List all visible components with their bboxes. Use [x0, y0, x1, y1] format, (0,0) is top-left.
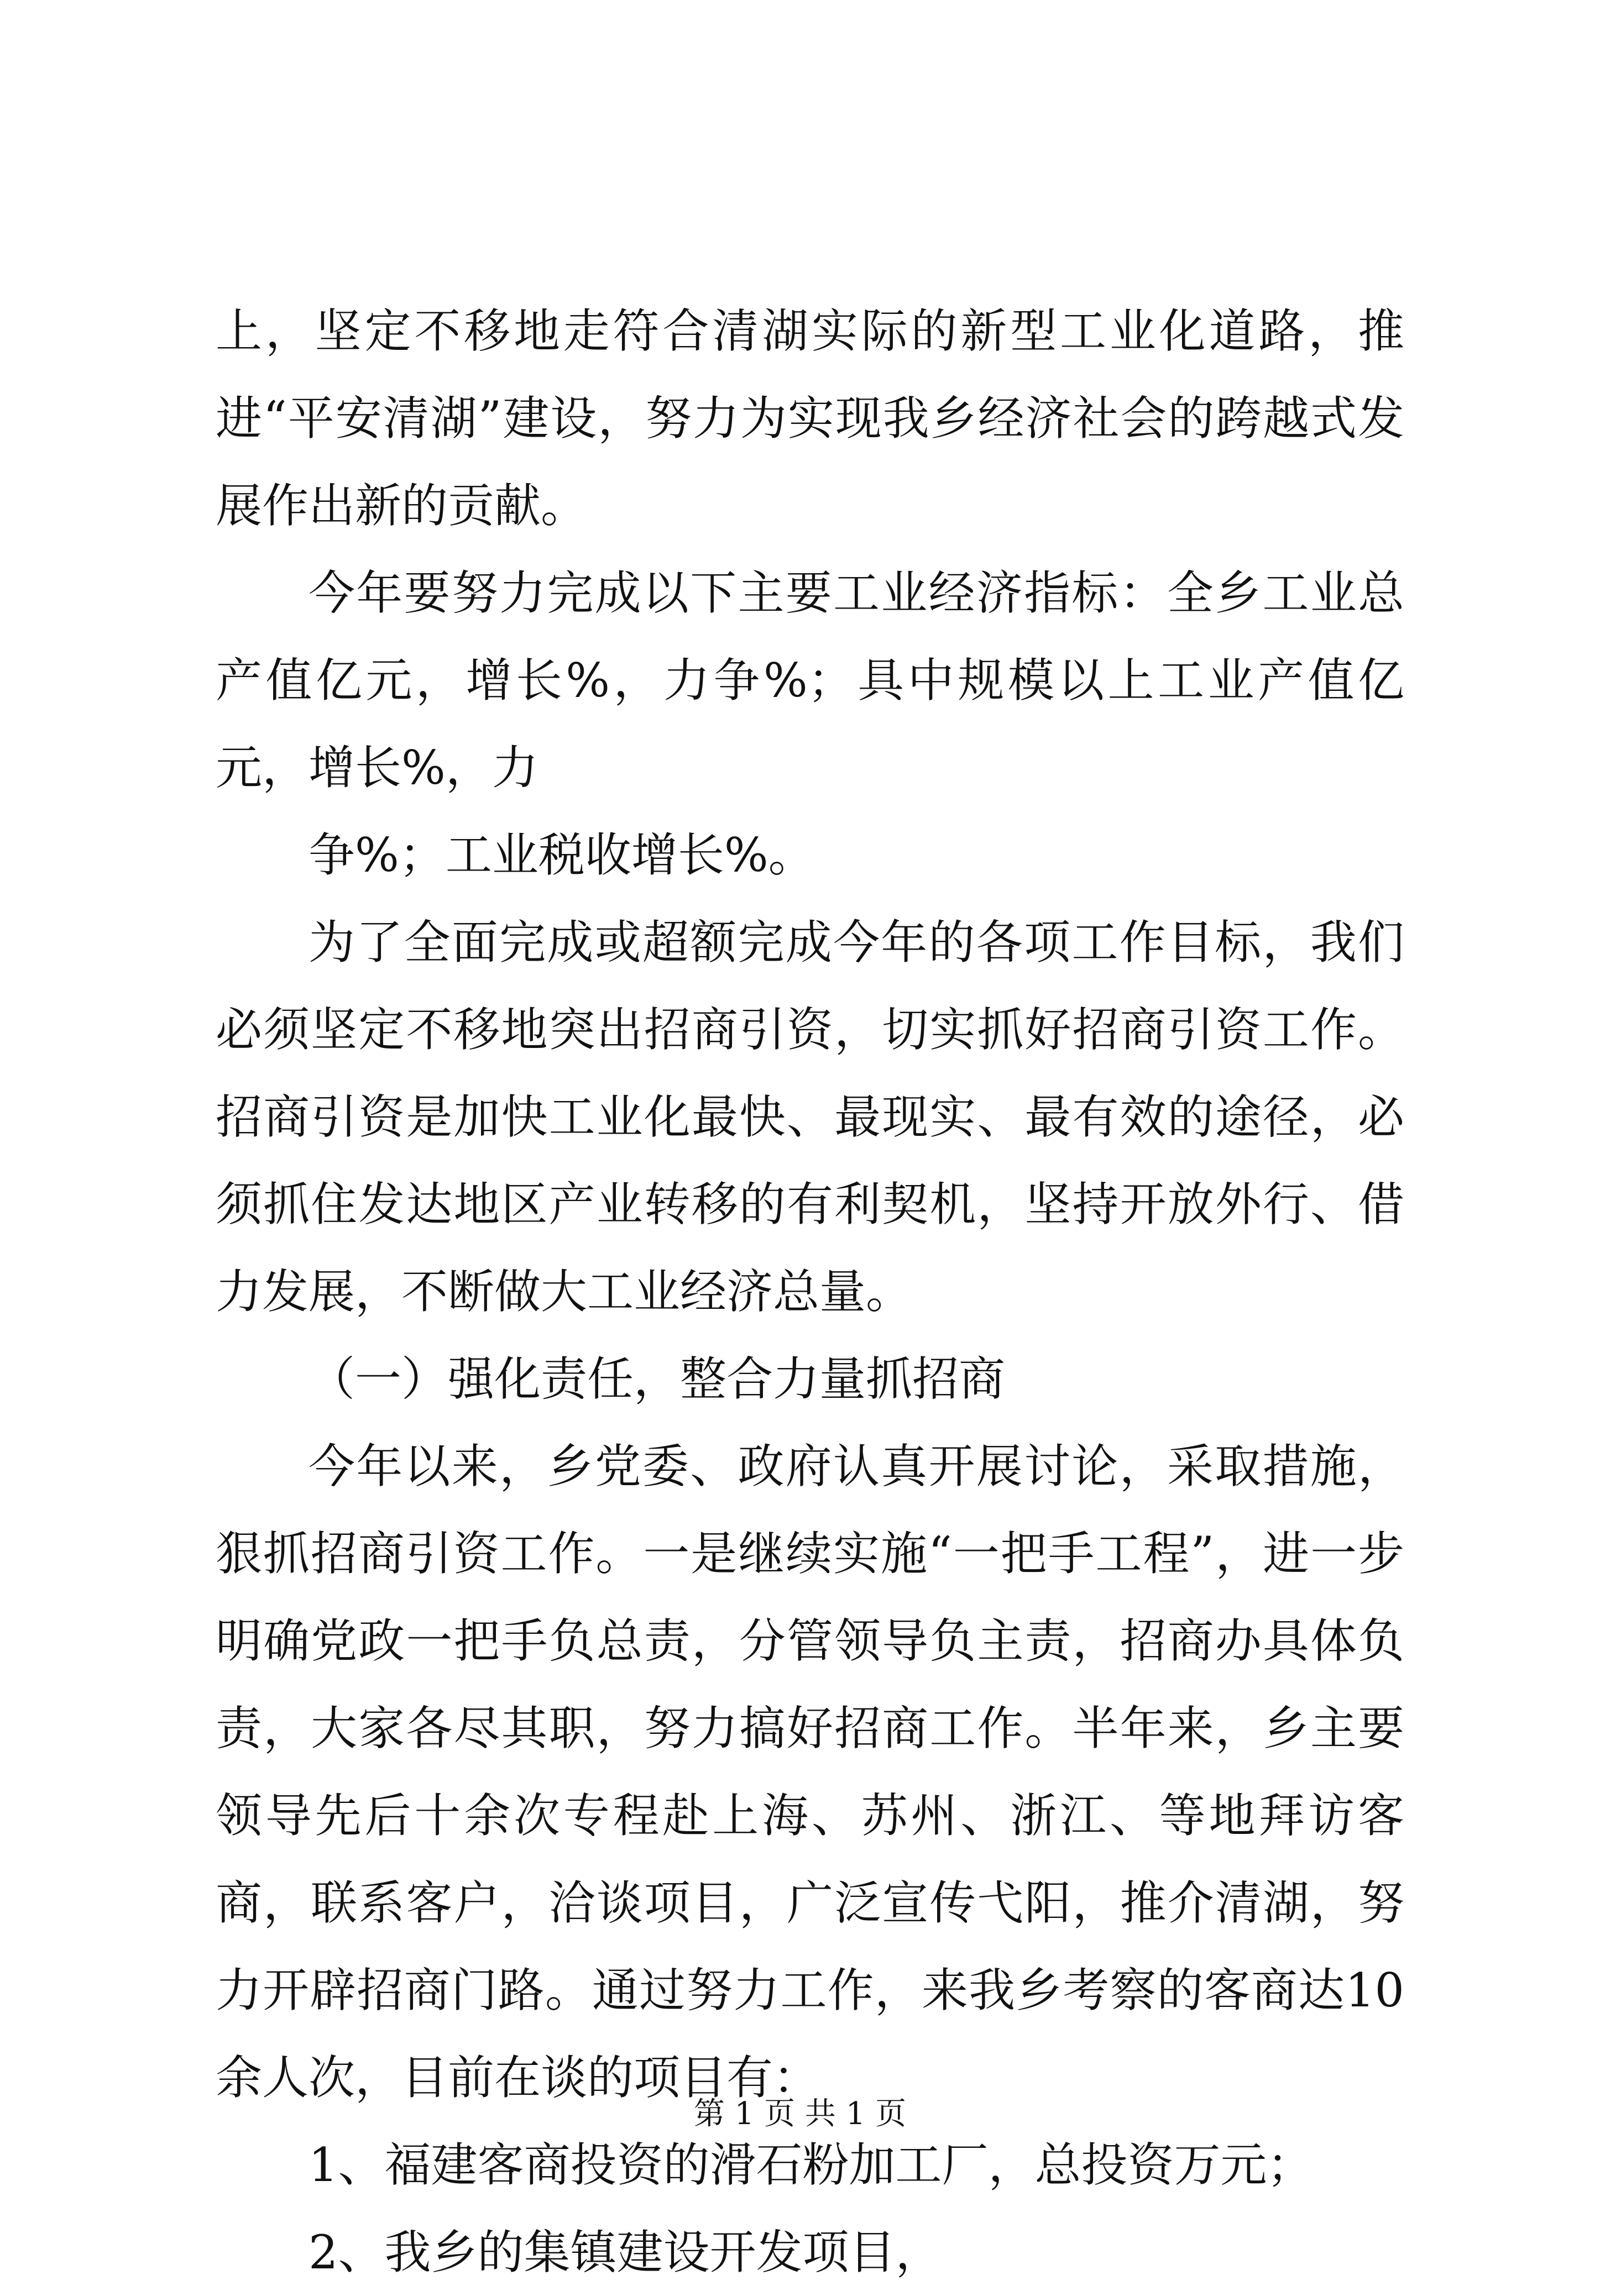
paragraph-continuation: 上，坚定不移地走符合清湖实际的新型工业化道路，推进“平安清湖”建设，努力为实现我乡经济社会的跨越式发展作出新的贡献。	[216, 304, 1404, 533]
page-footer: 第 1 页 共 1 页	[693, 2096, 907, 2132]
section-heading: （一）强化责任，整合力量抓招商	[309, 1352, 1006, 1406]
document-body	[216, 287, 1404, 2296]
paragraph-investment-goal: 为了全面完成或超额完成今年的各项工作目标，我们必须坚定不移地突出招商引资，切实抓好招商引资工作。招商引资是加快工业化最快、最现实、最有效的途径，必须抓住发达地区产业转移的有利契机，坚持开放外行、借力发展，不断做大工业经济总量。	[216, 915, 1404, 1319]
list-item-project-2: 2、我乡的集镇建设开发项目，	[309, 2225, 942, 2279]
paragraph-indicators-tail: 争%；工业税收增长%。	[309, 828, 815, 882]
paragraph-investment-work: 今年以来，乡党委、政府认真开展讨论，采取措施，狠抓招商引资工作。一是继续实施“一把手工程”，进一步明确党政一把手负总责，分管领导负主责，招商办具体负责，大家各尽其职，努力搞好招商工作。半年来，乡主要领导先后十余次专程赴上海、苏州、浙江、等地拜访客商，联系客户，洽谈项目，广泛宣传弋阳，推介清湖，努力开辟招商门路。通过努力工作，来我乡考察的客商达10余人次，目前在谈的项目有：	[216, 1439, 1404, 2105]
list-item-project-1: 1、福建客商投资的滑石粉加工厂，总投资万元；	[309, 2138, 1314, 2192]
paragraph-indicators: 今年要努力完成以下主要工业经济指标：全乡工业总产值亿元，增长%，力争%；具中规模以上工业产值亿元，增长%，力	[216, 566, 1404, 795]
